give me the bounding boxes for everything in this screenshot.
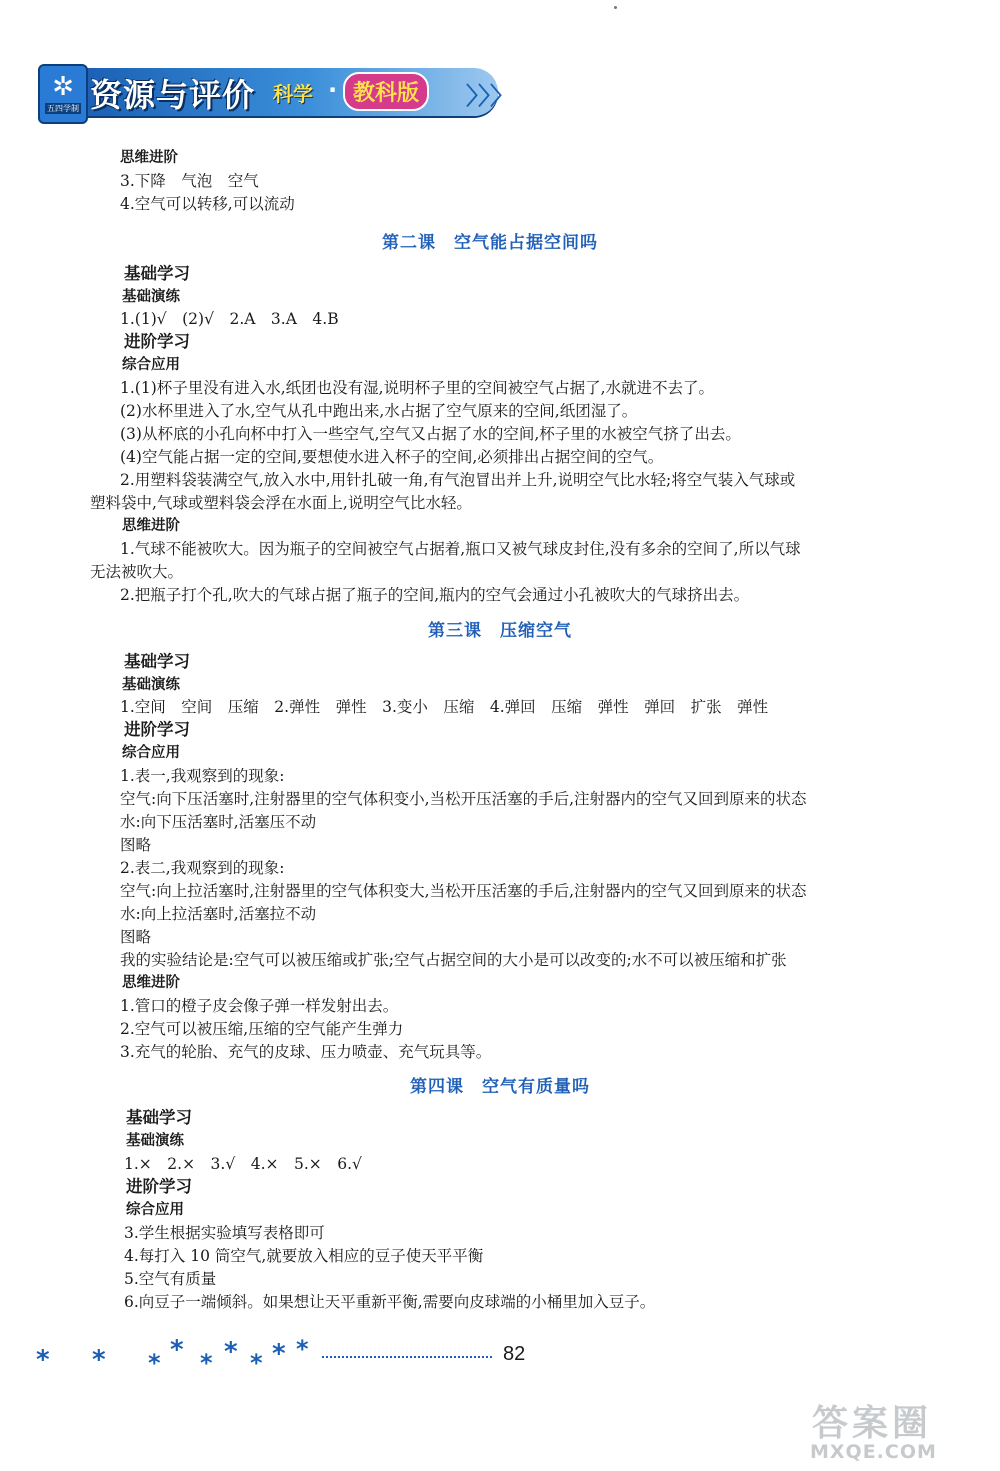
answer-line: 图略 [120,836,152,854]
section-heading-basic: 基础学习 [126,1108,192,1127]
answer-line: 5.空气有质量 [124,1270,217,1288]
star-decoration-icon: * [200,1349,213,1377]
star-decoration-icon: * [92,1345,106,1375]
answer-line: 空气:向下压活塞时,注射器里的空气体积变小,当松开压活塞的手后,注射器内的空气又回到原来的状态 [120,790,807,808]
section-heading-advanced: 进阶学习 [124,332,190,351]
answer-line: 2.空气可以被压缩,压缩的空气能产生弹力 [120,1020,404,1038]
subsection-heading-application: 综合应用 [126,1202,184,1218]
answer-line: 2.表二,我观察到的现象: [120,859,285,877]
watermark-url: MXQE.COM [810,1441,937,1463]
star-decoration-icon: * [250,1349,263,1377]
answer-line: 4.空气可以转移,可以流动 [120,195,295,213]
star-decoration-icon: * [148,1349,161,1377]
watermark-text: 答案圈 [812,1403,933,1444]
answer-line: 无法被吹大。 [90,563,184,581]
subsection-heading-application: 综合应用 [122,745,180,761]
star-decoration-icon: * [272,1339,286,1369]
title-separator: · [328,76,338,104]
book-title: 资源与评价 [90,76,256,114]
star-decoration-icon: * [170,1335,184,1365]
answer-line: 我的实验结论是:空气可以被压缩或扩张;空气占据空间的大小是可以改变的;水不可以被压缩和扩张 [120,951,787,969]
subject-label: 科学 [273,82,313,106]
answer-line: 4.每打入 10 筒空气,就要放入相应的豆子使天平平衡 [124,1247,484,1265]
page-number: 82 [503,1343,526,1365]
answer-line: 1.(1)√ (2)√ 2.A 3.A 4.B [120,310,339,328]
answer-line: (4)空气能占据一定的空间,要想使水进入杯子的空间,必须排出占据空间的空气。 [120,448,664,466]
answer-line: 水:向上拉活塞时,活塞拉不动 [120,905,317,923]
lesson-heading-2: 第二课 空气能占据空间吗 [382,233,598,253]
answer-line: (2)水杯里进入了水,空气从孔中跑出来,水占据了空气原来的空间,纸团湿了。 [120,402,638,420]
subsection-heading-drill: 基础演练 [122,677,180,693]
answer-line: 1.管口的橙子皮会像子弹一样发射出去。 [120,997,399,1015]
scan-speck [614,6,617,9]
answer-line: 2.用塑料袋装满空气,放入水中,用针扎破一角,有气泡冒出并上升,说明空气比水轻;将空气装入气球或 [120,471,796,489]
answer-line: 1.空间 空间 压缩 2.弹性 弹性 3.变小 压缩 4.弹回 压缩 弹性 弹回 扩张 弹性 [120,698,769,716]
lesson-heading-4: 第四课 空气有质量吗 [410,1077,590,1097]
section-heading-thinking: 思维进阶 [122,518,180,534]
answer-line: 3.下降 气泡 空气 [120,172,259,190]
answer-line: 1.× 2.× 3.√ 4.× 5.× 6.√ [124,1155,362,1173]
answer-line: 1.(1)杯子里没有进入水,纸团也没有湿,说明杯子里的空间被空气占据了,水就进不去了。 [120,379,715,397]
answer-line: 1.气球不能被吹大。因为瓶子的空间被空气占据着,瓶口又被气球皮封住,没有多余的空间了,所以气球 [120,540,801,558]
answer-line: (3)从杯底的小孔向杯中打入一些空气,空气又占据了水的空间,杯子里的水被空气挤了出去。 [120,425,741,443]
publisher-logo [38,64,88,124]
star-decoration-icon: * [296,1335,309,1363]
answer-line: 图略 [120,928,152,946]
answer-line: 塑料袋中,气球或塑料袋会浮在水面上,说明空气比水轻。 [90,494,472,512]
subsection-heading-drill: 基础演练 [122,289,180,305]
edition-badge: 教科版 [343,72,429,111]
answer-line: 1.表一,我观察到的现象: [120,767,285,785]
site-watermark [800,1395,990,1465]
section-heading-advanced: 进阶学习 [124,720,190,739]
section-heading-basic: 基础学习 [124,652,190,671]
chevron-right-icon: 〉〉〉 [466,82,514,110]
answer-line: 空气:向上拉活塞时,注射器里的空气体积变大,当松开压活塞的手后,注射器内的空气又回到原来的状态 [120,882,807,900]
section-heading-thinking: 思维进阶 [122,975,180,991]
footer-star-decoration [28,1335,328,1385]
subsection-heading-application: 综合应用 [122,357,180,373]
section-heading-advanced: 进阶学习 [126,1177,192,1196]
star-logo-icon: ✲ [52,72,74,102]
answer-line: 3.充气的轮胎、充气的皮球、压力喷壶、充气玩具等。 [120,1043,492,1061]
star-decoration-icon: * [224,1337,238,1367]
answer-line: 水:向下压活塞时,活塞压不动 [120,813,317,831]
lesson-heading-3: 第三课 压缩空气 [428,621,572,641]
star-decoration-icon: * [36,1345,50,1375]
logo-text: 五四学制 [47,104,79,113]
subsection-heading-drill: 基础演练 [126,1133,184,1149]
section-heading-thinking: 思维进阶 [120,150,178,166]
footer-dotted-leader [322,1350,492,1358]
section-heading-basic: 基础学习 [124,264,190,283]
answer-line: 6.向豆子一端倾斜。如果想让天平重新平衡,需要向皮球端的小桶里加入豆子。 [124,1293,656,1311]
answer-line: 3.学生根据实验填写表格即可 [124,1224,325,1242]
answer-line: 2.把瓶子打个孔,吹大的气球占据了瓶子的空间,瓶内的空气会通过小孔被吹大的气球挤出去。 [120,586,750,604]
book-header-banner [38,58,514,128]
